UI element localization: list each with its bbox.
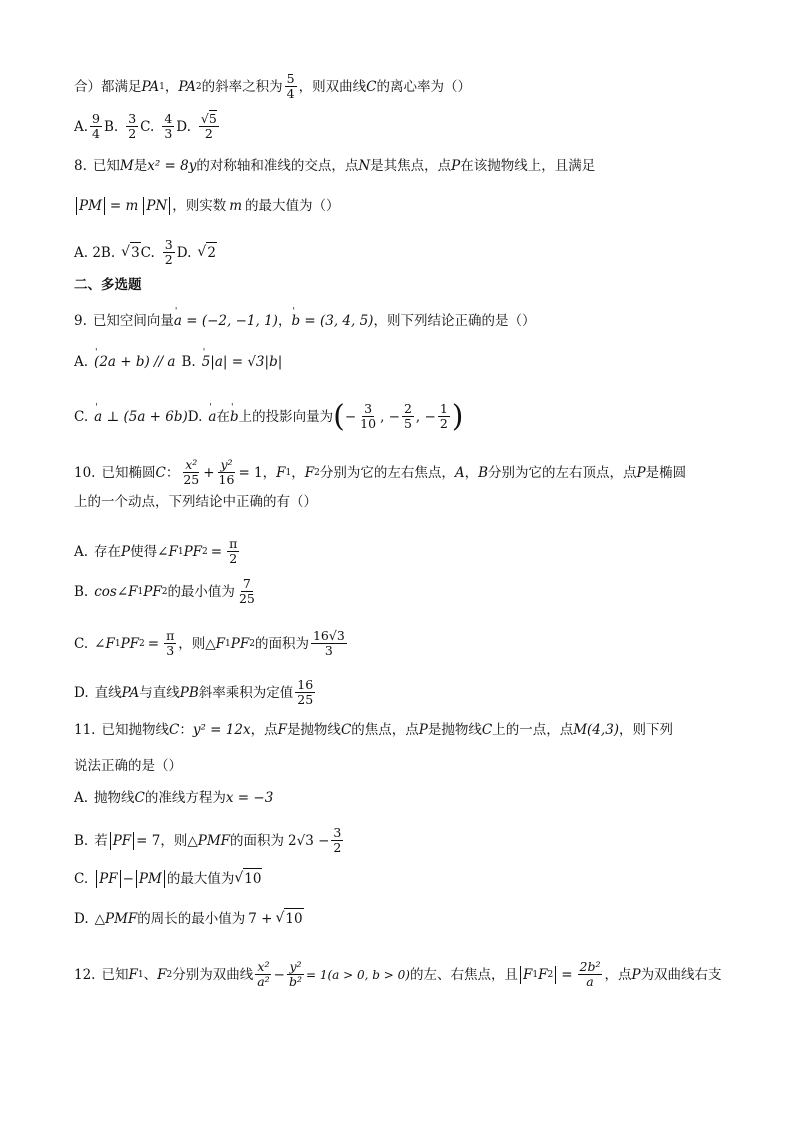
q8-options	[74, 238, 217, 267]
q10-opt-c-3: 3	[166, 643, 175, 658]
q11-opt-a-c: C	[134, 790, 145, 806]
q9-d-d2: 5	[403, 416, 412, 431]
q11-opt-b-eq: = 7	[136, 832, 161, 849]
q11-opt-b-d: 2	[333, 840, 342, 855]
q10-opt-d-pa: PA	[121, 684, 140, 701]
q12-b2: b²	[288, 974, 302, 989]
q10-opt-c-label: C.	[74, 635, 89, 652]
q7-pa1: PA	[141, 78, 160, 95]
q11-opt-d[interactable]	[74, 908, 304, 929]
q11-opt-c-val: 10	[243, 868, 262, 889]
q8-m-var: m	[229, 198, 243, 214]
q11-opt-b-t2: ，则	[160, 832, 188, 849]
q7-pa2: PA	[178, 78, 196, 95]
q9-t2: ，则下列结论正确的是（）	[373, 313, 536, 329]
q10-d1: 25	[183, 472, 200, 487]
sub-1: 1	[159, 81, 165, 92]
q10-t3: ，	[291, 464, 305, 481]
q10-opt-a-frac	[227, 537, 239, 566]
q11-opt-b-tri: △PMF	[187, 832, 231, 849]
q11-c: C	[168, 722, 180, 738]
q10-opt-d-t1: 直线	[94, 684, 122, 701]
q11-opt-d-val: 7 +	[248, 910, 273, 927]
q9-opt-a[interactable]: ' (2a + b) // a	[94, 352, 175, 372]
sub-1: 1	[532, 969, 539, 980]
sub-1: 1	[177, 546, 184, 557]
sub-2: 2	[139, 638, 145, 649]
abs-bar	[104, 197, 105, 215]
q10-opt-a-eq: =	[210, 543, 223, 560]
q10-opt-b-label: B.	[74, 583, 89, 600]
q10-opt-a[interactable]	[74, 537, 241, 566]
q12-eq: = 1(a > 0, b > 0)	[306, 967, 410, 982]
q10-opt-a-p: P	[121, 543, 131, 560]
q10-opt-c-t2: 的面积为	[254, 635, 309, 652]
q10-y-frac	[217, 458, 237, 487]
q11-opt-d-tri: △PMF	[94, 910, 138, 927]
q11-opt-b-pf: PF	[112, 832, 132, 849]
q7-c: C	[366, 78, 377, 95]
sub-1: 1	[137, 969, 144, 980]
q10-p: P	[636, 464, 646, 481]
q10-eq1: = 1	[238, 464, 263, 481]
q11-opt-c-t: 的最大值为	[166, 870, 235, 887]
q11-opt-a-eq: x = −3	[225, 790, 274, 806]
q7-text-b: 的斜率之积为	[201, 78, 283, 95]
abs-bar	[169, 197, 170, 215]
q7-opt-d-label: D.	[176, 118, 191, 135]
q10-opt-b-cos: cos∠F	[94, 583, 138, 600]
q8-p: P	[451, 158, 461, 174]
q11-opt-a-t1: 抛物线	[94, 790, 135, 806]
paren-close: )	[451, 398, 464, 434]
q10-opt-b-frac	[237, 577, 257, 606]
q10-f2: F	[304, 464, 315, 481]
sub-2: 2	[314, 467, 320, 478]
q8-opt-a[interactable]: A. 2B.	[74, 244, 116, 261]
q11-opt-a-label: A.	[74, 790, 89, 806]
q11-opt-c-label: C.	[74, 870, 89, 887]
comma: , −	[415, 408, 436, 425]
q10-opt-c-pf: PF	[120, 635, 140, 652]
q9-opt-d-t4: 上的投影向量为	[238, 408, 334, 425]
q7-opt-c-den: 3	[164, 126, 173, 141]
q11-opt-b-t3: 的面积为	[230, 832, 285, 849]
q10-t5: ，	[464, 464, 479, 481]
q11-c3: C	[481, 722, 493, 738]
q9-d-n1: 3	[364, 401, 373, 416]
sub-1: 1	[285, 467, 292, 478]
q7-frac-num: 5	[286, 71, 295, 86]
q9-t1: 已知空间向量	[92, 313, 174, 329]
q7-text-a: 合）都满足	[74, 78, 142, 95]
q12-n: 2b²	[579, 959, 601, 974]
q8-t2: 是	[133, 158, 148, 174]
q8-opt-c-den: 2	[164, 252, 173, 267]
q9-d-n2: 2	[403, 401, 412, 416]
q10-opt-a-pf: PF	[183, 543, 203, 560]
q11-opt-c-minus: −	[122, 870, 134, 887]
q8-t1: 已知	[92, 158, 120, 174]
q10-opt-c-tri: △F	[205, 635, 226, 652]
abs-bar	[164, 870, 165, 888]
abs-bar	[96, 870, 97, 888]
sub-2: 2	[195, 81, 202, 92]
q12-stem	[74, 960, 722, 989]
sqrt-icon: √	[197, 244, 207, 260]
sub-2: 2	[249, 638, 255, 649]
q9-stem	[74, 311, 535, 331]
sqrt-icon: √	[121, 244, 131, 260]
q12-p: P	[631, 966, 641, 983]
q10-a: A	[454, 464, 465, 481]
q12-f-letter: F	[538, 966, 548, 983]
q8-opt-c[interactable]	[163, 238, 175, 267]
sub-1: 1	[114, 638, 121, 649]
q10-t2: ，	[262, 464, 277, 481]
q9-d-d1: 10	[360, 416, 377, 431]
q12-y2: y²	[289, 959, 302, 974]
q12-t2: 、	[143, 966, 158, 983]
abs-bar	[76, 197, 77, 215]
q12-x2: x²	[257, 959, 270, 974]
q12-x-frac	[255, 960, 271, 989]
q10-t7: 是椭圆	[645, 464, 687, 481]
q7-sep: ，	[164, 78, 179, 95]
q11-f: F	[277, 722, 287, 738]
q11-t8: ，则下列	[619, 722, 674, 738]
q9-opt-d-f2	[402, 402, 414, 431]
q11-opt-c-sqrt	[234, 868, 262, 889]
q10-opt-c-pi: π	[166, 628, 175, 643]
sub-2: 2	[547, 969, 554, 980]
q7-opt-a-num: 9	[92, 111, 100, 126]
q11-t3: ，点	[250, 722, 278, 738]
q10-opt-d-frac	[295, 678, 315, 707]
q8-cond-eq: = m	[109, 198, 139, 214]
q10-opt-d-n: 16	[297, 677, 314, 692]
q10-opt-b[interactable]	[74, 577, 259, 606]
q11-t4: 是抛物线	[286, 722, 341, 738]
q9-options-cd	[74, 398, 464, 434]
q7-opt-c[interactable]	[162, 112, 174, 141]
abs-bar	[143, 197, 144, 215]
q10-opt-c-pf2: PF	[230, 635, 250, 652]
q11-opt-c-pm: PM	[138, 870, 162, 887]
q10-opt-a-t1: 存在	[94, 543, 122, 560]
sqrt-icon: √	[200, 111, 209, 126]
q11-opt-d-t: 的周长的最小值为	[137, 910, 246, 927]
q11-t1: 已知抛物线	[101, 722, 169, 738]
q7-opt-c-num: 4	[164, 111, 173, 126]
q10-b: B	[478, 464, 489, 481]
q8-t4: 是其焦点，点	[370, 158, 452, 174]
q8-opt-c-label: C.	[140, 244, 155, 261]
q7-frac-den: 4	[286, 86, 295, 101]
sub-1: 1	[225, 638, 231, 649]
q10-number: 10.	[74, 464, 96, 481]
sqrt-icon: √	[234, 870, 244, 886]
q12-eq2: =	[561, 966, 573, 983]
comma: , −	[380, 408, 400, 425]
q11-opt-b-label: B.	[74, 832, 89, 849]
plus: +	[203, 464, 215, 481]
q9-opt-d-f1	[358, 402, 378, 431]
q7-text-d: 的离心率为（）	[376, 78, 471, 95]
q9-a-eq: ' a = (−2, −1, 1)	[174, 311, 278, 331]
sub-2: 2	[161, 586, 168, 597]
q11-t5: 的焦点，点	[351, 722, 419, 738]
q9-opt-d-t2: 在	[216, 408, 230, 425]
q9-opt-c-label: C.	[74, 408, 89, 425]
q8-pn: PN	[146, 198, 168, 214]
q11-opt-b-t1: 若	[94, 832, 108, 849]
q10-y2: y²	[220, 457, 233, 472]
q9-opt-d-a: ' a	[208, 407, 216, 427]
q9-d-d3: 2	[439, 416, 448, 431]
q9-options-ab	[74, 352, 282, 372]
q9-d-n3: 1	[439, 401, 448, 416]
q11-t7: 上的一点，点	[492, 722, 574, 738]
q11-opt-a-t2: 的准线方程为	[144, 790, 226, 806]
q11-opt-d-sqrt	[276, 908, 304, 929]
q11-opt-d-label: D.	[74, 910, 89, 927]
q10-colon: ：	[165, 464, 180, 481]
q10-d2: 16	[218, 472, 235, 487]
q12-f1f2: F	[522, 966, 533, 983]
q8-opt-d[interactable]	[197, 242, 217, 263]
q10-opt-c-frac1	[164, 629, 176, 658]
q10-opt-d-t3: 斜率乘积为定值	[198, 684, 294, 701]
q8-pm: PM	[79, 198, 102, 214]
q10-opt-c-ang: ∠F	[94, 635, 115, 652]
q10-opt-a-label: A.	[74, 543, 89, 560]
abs-bar	[555, 966, 556, 984]
q10-x-frac	[181, 458, 201, 487]
q8-t5: 在该抛物线上，且满足	[460, 158, 596, 174]
q8-stem-2	[74, 196, 340, 216]
q12-y-frac	[287, 960, 304, 989]
q10-c: C	[155, 464, 166, 481]
minus: −	[273, 966, 285, 983]
q9-opt-b[interactable]: ' 5|a| = √3|b|	[202, 352, 283, 372]
abs-bar	[136, 870, 137, 888]
q9-number: 9.	[74, 313, 87, 329]
q8-opt-d-val: 2	[206, 242, 217, 263]
q7-opt-c-label: C.	[140, 118, 155, 135]
abs-bar	[520, 966, 521, 984]
q12-t6: 为双曲线右支	[640, 966, 722, 983]
q11-stem-2: 说法正确的是（）	[74, 758, 182, 774]
q8-eq: x² = 8y	[147, 158, 197, 174]
q10-stem-2: 上的一个动点，下列结论中正确的有（）	[74, 494, 317, 510]
sqrt-icon: √	[275, 910, 285, 926]
q10-t4: 分别为它的左右焦点，	[319, 464, 455, 481]
q10-opt-a-2: 2	[229, 551, 238, 566]
q7-text-c: ，则双曲线	[298, 78, 367, 95]
q10-opt-b-pf: PF	[143, 583, 162, 600]
q10-x2: x²	[185, 457, 198, 472]
q10-opt-c-frac2	[311, 629, 347, 658]
section-title: 二、多选题	[74, 277, 142, 293]
q10-opt-c[interactable]	[74, 629, 349, 658]
q11-opt-b[interactable]	[74, 826, 345, 855]
q12-d: a	[586, 974, 594, 989]
q7-opt-b-den: 2	[128, 126, 137, 141]
paren-open: (	[333, 398, 345, 434]
q12-t5: ，点	[604, 966, 632, 983]
q10-opt-d-d: 25	[297, 692, 314, 707]
q8-number: 8.	[74, 158, 87, 174]
q7-opt-b[interactable]	[126, 112, 138, 141]
q10-stem	[74, 458, 686, 487]
q10-opt-d-t2: 与直线	[139, 684, 180, 701]
q12-t4: 的左、右焦点，且	[409, 966, 518, 983]
q8-opt-b[interactable]	[121, 242, 141, 263]
q10-opt-d[interactable]	[74, 678, 317, 707]
q12-number: 12.	[74, 966, 96, 983]
q10-opt-a-ang: ∠F	[157, 543, 178, 560]
sub-1: 1	[137, 586, 144, 597]
q10-opt-b-d: 25	[238, 591, 255, 606]
q10-opt-c-eq: =	[147, 635, 160, 652]
q9-b-eq: ' b = (3, 4, 5)	[291, 311, 373, 331]
q11-opt-c-pf: PF	[99, 870, 118, 887]
sub-2: 2	[202, 546, 208, 557]
q11-opt-a[interactable]	[74, 788, 273, 808]
abs-bar	[110, 832, 111, 850]
q8-m: M	[119, 158, 134, 174]
q11-opt-b-n: 3	[333, 825, 342, 840]
q9-opt-d-b: ' b	[230, 407, 239, 427]
q7-options	[74, 112, 221, 141]
q7-opt-d-num-val: 5	[208, 111, 217, 126]
q11-m: M(4,3)	[573, 722, 620, 738]
q8-t6: ，则实数	[172, 198, 227, 214]
q8-opt-b-val: 3	[130, 242, 141, 263]
q11-p: P	[418, 722, 428, 738]
q12-a2: a²	[257, 974, 270, 989]
q10-opt-a-pi: π	[229, 536, 238, 551]
q9-opt-b-label: B.	[181, 354, 196, 370]
q10-f1: F	[276, 464, 286, 481]
abs-bar	[120, 870, 121, 888]
q8-t7: 的最大值为（）	[245, 198, 340, 214]
q8-stem	[74, 156, 595, 176]
q10-opt-a-t2: 使得	[130, 543, 158, 560]
q7-opt-a-label: A.	[74, 118, 89, 135]
q10-opt-c-t1: ，则	[178, 635, 206, 652]
q10-opt-b-t: 的最小值为	[167, 583, 235, 600]
q9-opt-d-label: D.	[187, 408, 203, 425]
q11-t6: 是抛物线	[427, 722, 482, 738]
q7-opt-a[interactable]	[90, 112, 102, 141]
q9-sep: ，	[277, 313, 292, 329]
q8-t3: 的对称轴和准线的交点，点	[196, 158, 359, 174]
q11-opt-c[interactable]	[74, 868, 262, 889]
q7-opt-d-den: 2	[204, 126, 213, 141]
q7-opt-d[interactable]	[199, 112, 219, 141]
q12-frac	[578, 960, 603, 989]
q11-opt-d-sq: 10	[284, 908, 303, 929]
q7-opt-d-num	[199, 112, 219, 127]
q10-t6: 分别为它的左右顶点，点	[488, 464, 637, 481]
q11-t2: ：	[179, 722, 193, 738]
q10-opt-c-d: 3	[324, 643, 333, 658]
q11-eq: y² = 12x	[192, 722, 251, 738]
q9-opt-a-label: A.	[74, 354, 89, 370]
q12-f2: F	[157, 966, 167, 983]
q7-opt-b-num: 3	[128, 111, 137, 126]
q10-opt-b-n: 7	[242, 576, 251, 591]
q12-t3: 分别为双曲线	[172, 966, 254, 983]
q11-opt-b-frac	[331, 826, 343, 855]
q10-opt-c-n: 16√3	[312, 628, 345, 643]
q10-t1: 已知椭圆	[101, 464, 156, 481]
abs-bar	[133, 832, 134, 850]
q11-number: 11.	[74, 722, 96, 738]
q8-opt-c-num: 3	[164, 237, 173, 252]
q9-opt-d-f3	[438, 402, 450, 431]
q11-c2: C	[340, 722, 352, 738]
q11-stem	[74, 720, 673, 740]
q7-stem	[74, 72, 471, 101]
q10-opt-d-pb: PB	[179, 684, 199, 701]
q8-opt-d-label: D.	[176, 244, 192, 261]
q11-opt-b-val: 2√3 −	[288, 832, 330, 849]
q9-opt-c[interactable]: ' a ⊥ (5a + 6b)	[94, 407, 188, 427]
q7-fraction	[285, 72, 297, 101]
q10-opt-d-label: D.	[74, 684, 89, 701]
q12-t1: 已知	[101, 966, 129, 983]
sub-2: 2	[166, 969, 173, 980]
q12-f1: F	[128, 966, 138, 983]
minus: −	[344, 408, 357, 425]
q8-n: N	[358, 158, 371, 174]
q7-opt-b-label: B.	[104, 118, 119, 135]
q7-opt-a-den: 4	[92, 126, 100, 141]
